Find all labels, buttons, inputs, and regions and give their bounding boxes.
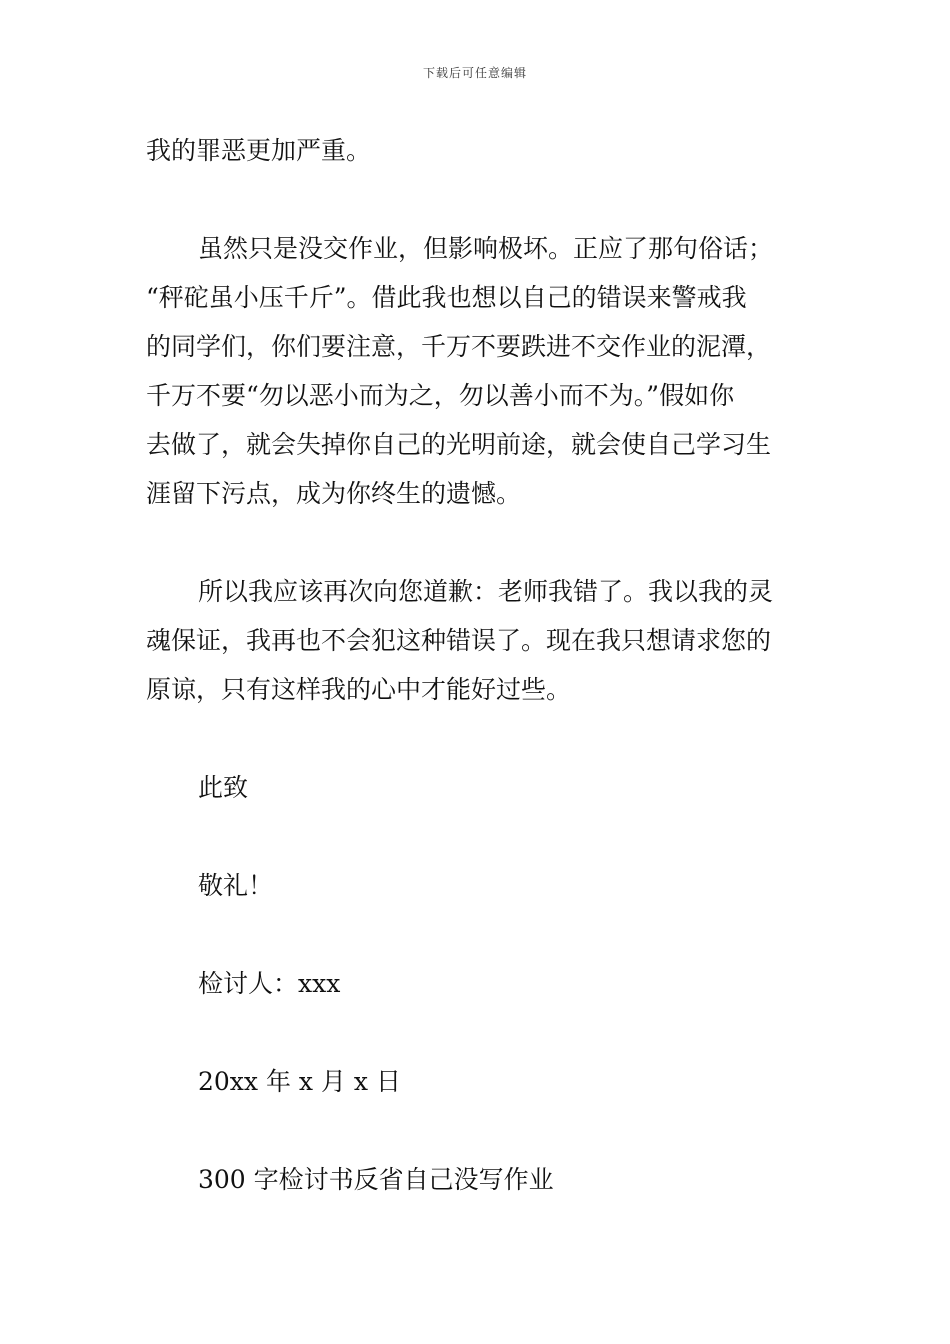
paragraph-gap (146, 1106, 808, 1155)
paragraph-line: 我的罪恶更加严重。 (146, 136, 372, 165)
document-body (146, 126, 808, 1204)
paragraph-gap (146, 518, 808, 567)
paragraph-line: 的同学们，你们要注意，千万不要跌进不交作业的泥潭， (146, 332, 772, 361)
page-header: 下载后可任意编辑 (422, 66, 527, 80)
paragraph-line: 涯留下污点，成为你终生的遗憾。 (146, 479, 522, 508)
signer-line: 检讨人：xxx (198, 969, 341, 998)
paragraph-gap (146, 910, 808, 959)
closing-salutation: 此致 (198, 773, 249, 802)
paragraph-gap (146, 714, 808, 763)
next-section-title: 300 字检讨书反省自己没写作业 (198, 1165, 554, 1194)
paragraph-line: 千万不要“勿以恶小而为之，勿以善小而不为。”假如你 (146, 381, 735, 410)
paragraph-line: 虽然只是没交作业，但影响极坏。正应了那句俗话； (198, 234, 774, 263)
paragraph-line: 去做了，就会失掉你自己的光明前途，就会使自己学习生 (146, 430, 772, 459)
paragraph-line: “秤砣虽小压千斤”。借此我也想以自己的错误来警戒我 (146, 283, 747, 312)
closing-respect: 敬礼！ (198, 871, 274, 900)
paragraph-gap (146, 1008, 808, 1057)
paragraph-line: 原谅，只有这样我的心中才能好过些。 (146, 675, 572, 704)
paragraph-gap (146, 175, 808, 224)
paragraph-line: 魂保证，我再也不会犯这种错误了。现在我只想请求您的 (146, 626, 772, 655)
paragraph-line: 所以我应该再次向您道歉：老师我错了。我以我的灵 (198, 577, 774, 606)
date-line: 20xx 年 x 月 x 日 (198, 1067, 401, 1096)
paragraph-gap (146, 812, 808, 861)
